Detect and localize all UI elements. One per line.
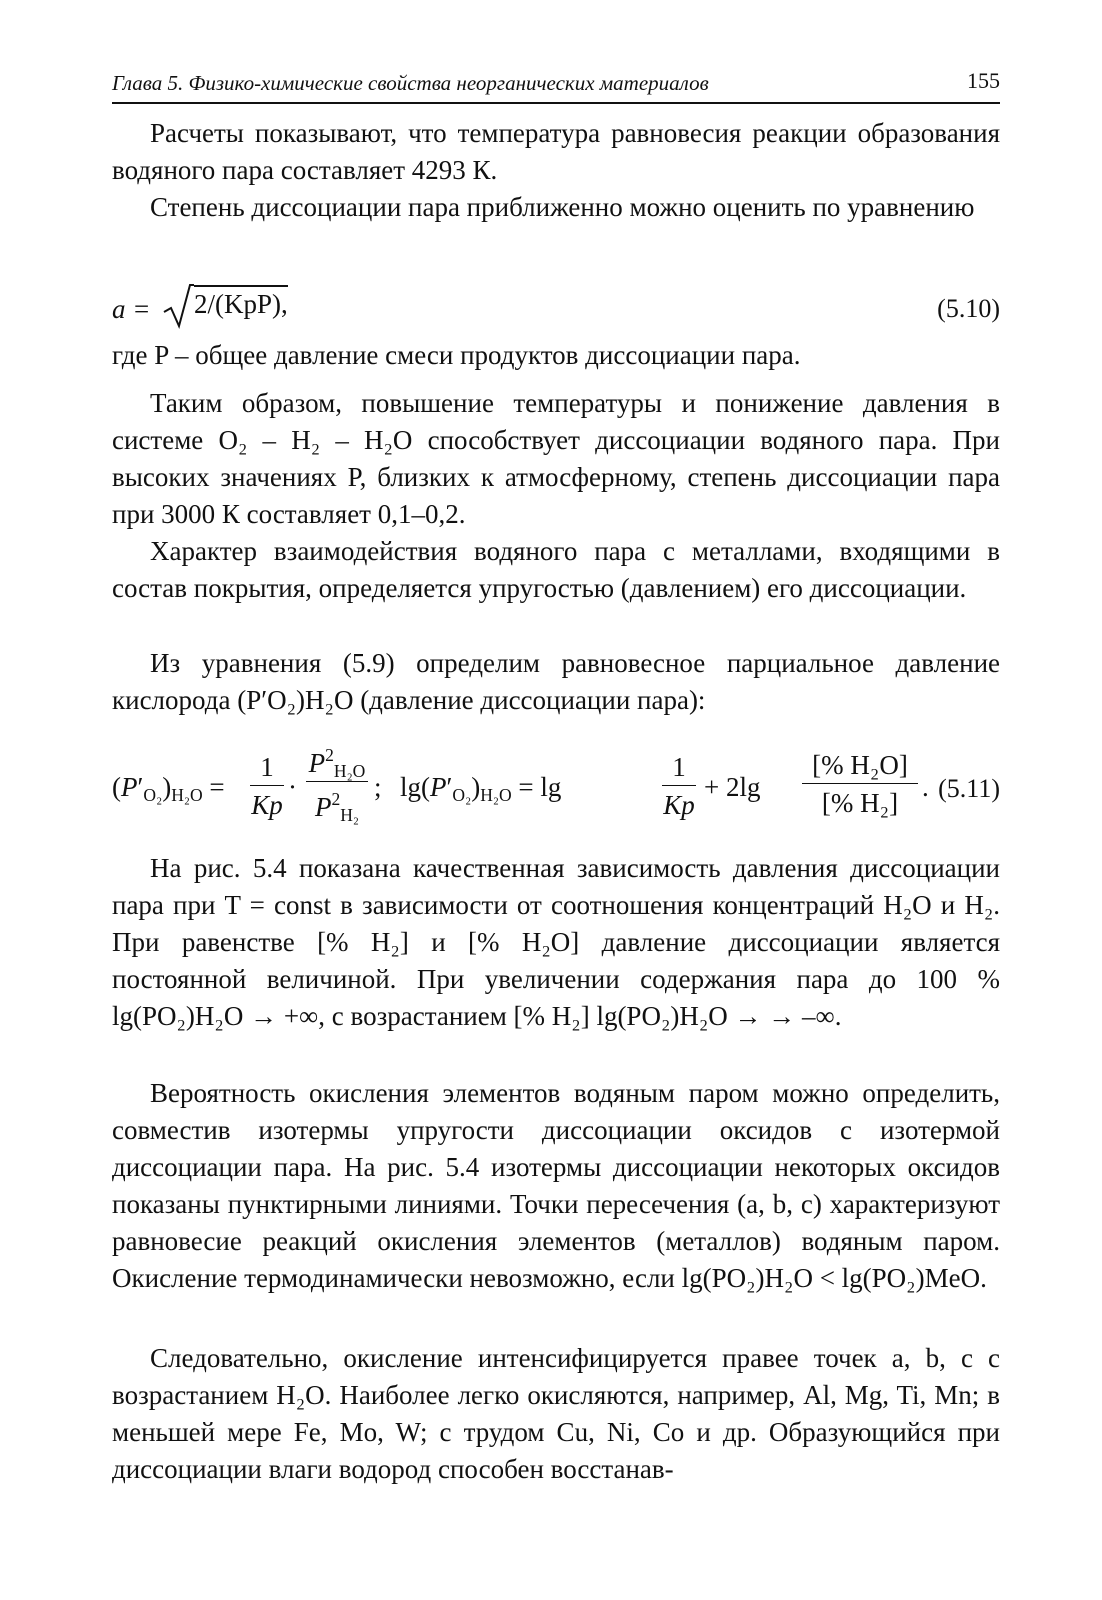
fraction-1-over-kp: $\frac{1}{Kp}$ xyxy=(251,752,283,820)
eq511-semicolon: ; xyxy=(374,772,382,802)
paragraph-5: Характер взаимодействия водяного пара с металлами, входящими в состав покрытия, определяется упругостью (давлением) его диссоциации. xyxy=(112,536,1000,603)
paragraph-8: Вероятность окисления элементов водяным паром можно определить, совместив изотермы упругости диссоциации оксидов с изотермой диссоциации пара. На рис. 5.4 изотермы диссоциации некоторых оксидов показаны пунктирными линиями. Точки пересечения (a, b, c) характеризуют равновесие реакций окисления элементов (металлов) водяным паром. Окисление термодинамически невозможно, если lg(PO₂)H₂O < lg(PO₂)MeO. xyxy=(112,1078,1000,1293)
eq510-number: (5.10) xyxy=(937,294,1000,323)
fraction-pressure-ratio: $\frac{P^2_{H_2O}}{P^2_{H_2}}$ xyxy=(306,744,368,823)
paragraph-2: Степень диссоциации пара приближенно можно оценить по уравнению xyxy=(150,192,975,222)
eq511-lhs: $(P'_{O_2})_{H_2O}$ = xyxy=(112,772,225,805)
eq511-period: . xyxy=(922,772,929,802)
eq511-plus-2lg: + 2lg xyxy=(704,772,761,802)
paragraph-1: Расчеты показывают, что температура равновесия реакции образования водяного пара составляет 4293 К. xyxy=(112,118,1000,185)
paragraph-3: где P – общее давление смеси продуктов диссоциации пара. xyxy=(112,340,801,370)
equation-5-11 xyxy=(112,738,1000,848)
sqrt-sign-icon xyxy=(162,282,194,330)
eq510-lhs: a = xyxy=(112,294,151,324)
paragraph-6: Из уравнения (5.9) определим равновесное парциальное давление кислорода (P′O₂)H₂O (давление диссоциации пара): xyxy=(112,648,1000,715)
eq511-number: (5.11) xyxy=(938,774,1000,803)
page-number: 155 xyxy=(967,68,1000,93)
fraction-concentration-ratio: $\frac{\text{[\% H₂O]}}{\text{[\% H₂]}}$ xyxy=(802,750,918,819)
running-header xyxy=(112,60,1000,104)
equation-5-10 xyxy=(112,282,1000,332)
eq511-dot: · xyxy=(288,772,297,802)
eq511-lg-lhs: $\lg(P'_{O_2})_{H_2O} = \lg$ xyxy=(400,772,562,805)
paragraph-4: Таким образом, повышение температуры и понижение давления в системе O₂ – H₂ – H₂O способствует диссоциации водяного пара. При высоких значениях P, близких к атмосферному, степень диссоциации пара при 3000 К составляет 0,1–0,2. xyxy=(112,388,1000,529)
paragraph-9: Следовательно, окисление интенсифицируется правее точек a, b, c с возрастанием H₂O. Наиболее легко окисляются, например, Al, Mg, Ti, Mn; в меньшей мере Fe, Mo, W; с трудом Cu, Ni, Co и др. Образующийся при диссоциации влаги водород способен восстанав- xyxy=(112,1343,1000,1484)
eq510-radicand: 2/(KpP), xyxy=(194,285,288,319)
paragraph-7: На рис. 5.4 показана качественная зависимость давления диссоциации пара при T = const в зависимости от соотношения концентраций H₂O и H₂. При равенстве [% H₂] и [% H₂O] давление диссоциации является постоянной величиной. При увеличении содержания пара до 100 % lg(PO₂)H₂O → +∞, с возрастанием [% H₂] lg(PO₂)H₂O → → –∞. xyxy=(112,853,1000,1031)
chapter-title: Глава 5. Физико-химические свойства неорганических материалов xyxy=(112,71,709,95)
fraction-1-over-kp-2: $\frac{1}{Kp}$ xyxy=(663,752,695,820)
